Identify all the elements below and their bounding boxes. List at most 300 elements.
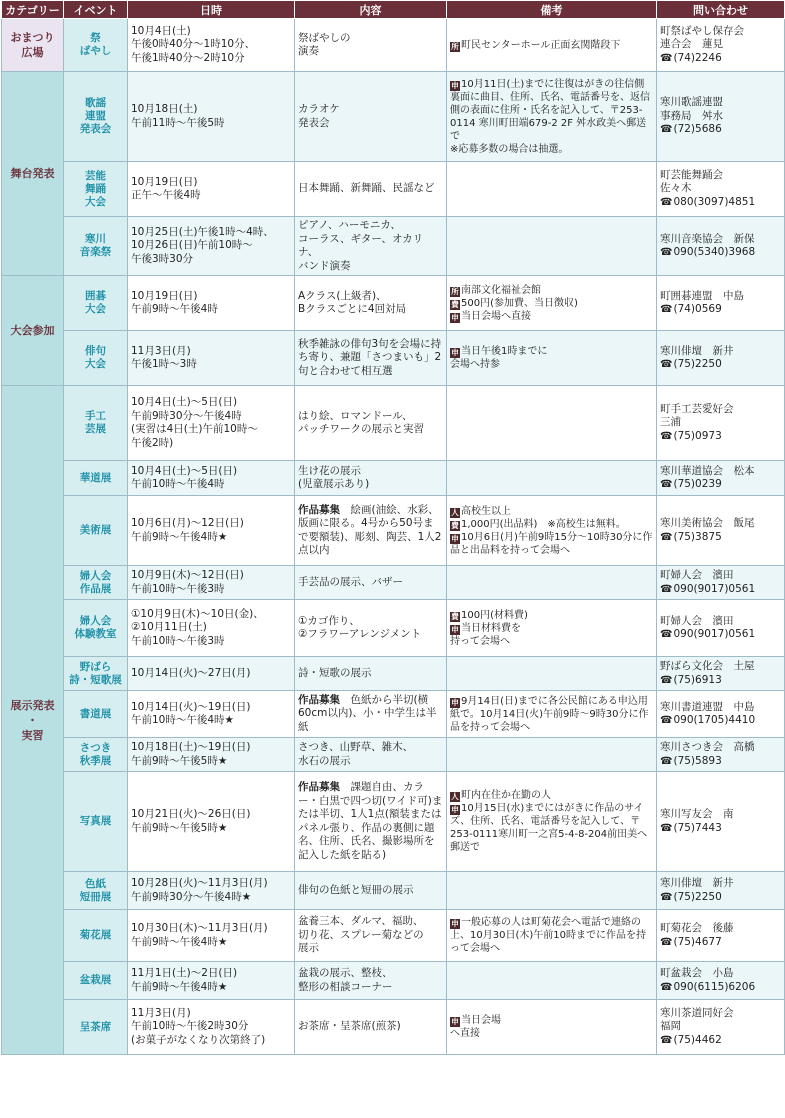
note-badge: 申 xyxy=(451,348,459,357)
event-name-cell xyxy=(64,691,128,738)
content-text: 俳句の色紙と短冊の展示 xyxy=(298,883,414,896)
event-name-cell xyxy=(64,496,128,566)
event-name: 華道展 xyxy=(79,471,112,484)
contact-tel xyxy=(660,430,781,444)
table-row xyxy=(2,691,785,738)
table-row xyxy=(2,566,785,600)
contact-name: 寒川俳壇 新井 xyxy=(660,877,734,889)
phone-icon: ☎ xyxy=(660,981,673,993)
contact-cell xyxy=(657,738,785,772)
content-text: Aクラス(上級者)、 Bクラスごとに4回対局 xyxy=(298,289,407,315)
contact-name: 寒川俳壇 新井 xyxy=(660,344,734,357)
contact-tel xyxy=(660,1034,781,1048)
content-cell xyxy=(295,331,447,386)
notes-cell xyxy=(447,910,657,962)
contact-tel xyxy=(660,583,781,597)
phone-icon: ☎ xyxy=(660,52,673,64)
datetime-text: 10月4日(土) 午後0時40分～1時10分、 午後1時40分～2時10分 xyxy=(131,24,256,64)
content-cell xyxy=(295,217,447,276)
event-name-cell xyxy=(64,910,128,962)
event-name: 菊花展 xyxy=(79,929,112,941)
datetime-text: 11月3日(月) 午後1時～3時 xyxy=(131,344,197,370)
note-badge: 人 xyxy=(451,792,459,801)
datetime-cell xyxy=(128,461,295,496)
note-text: 当日会場 へ直接 xyxy=(450,1015,501,1039)
note-line xyxy=(450,622,653,648)
category-cell xyxy=(2,19,64,72)
contact-tel xyxy=(660,478,781,492)
note-line xyxy=(450,916,653,955)
table-row xyxy=(2,72,785,162)
content-cell xyxy=(295,386,447,461)
contact-name: 寒川書道連盟 中島 xyxy=(660,700,755,713)
note-line xyxy=(450,609,653,622)
contact-tel xyxy=(660,981,781,995)
table-row xyxy=(2,331,785,386)
datetime-text: 10月19日(日) 正午～午後4時 xyxy=(131,175,201,201)
contact-cell xyxy=(657,600,785,657)
table-row xyxy=(2,276,785,331)
phone-icon: ☎ xyxy=(660,196,673,208)
category-cell xyxy=(2,276,64,386)
datetime-text: 10月28日(火)～11月3日(月) 午前9時30分～午後4時★ xyxy=(131,877,268,903)
notes-cell xyxy=(447,600,657,657)
contact-tel xyxy=(660,674,781,688)
contact-name: 町盆栽会 小島 xyxy=(660,967,734,979)
contact-cell xyxy=(657,217,785,276)
datetime-cell xyxy=(128,1000,295,1055)
content-lead: 作品募集 xyxy=(298,693,340,706)
note-text: 高校生以上 xyxy=(461,505,511,517)
datetime-cell xyxy=(128,738,295,772)
datetime-text: 11月3日(月) 午前10時～午後2時30分 (お菓子がなくなり次第終了) xyxy=(131,1006,266,1046)
note-line xyxy=(450,695,653,734)
contact-cell xyxy=(657,872,785,910)
content-text: ピアノ、ハーモニカ、 コーラス、ギター、オカリナ、 バンド演奏 xyxy=(298,219,424,272)
notes-cell xyxy=(447,331,657,386)
contact-cell xyxy=(657,496,785,566)
content-cell xyxy=(295,162,447,217)
event-name-cell xyxy=(64,461,128,496)
notes-cell xyxy=(447,72,657,162)
table-row xyxy=(2,962,785,1000)
note-badge: 申 xyxy=(451,533,459,543)
content-cell xyxy=(295,872,447,910)
contact-tel xyxy=(660,358,781,372)
note-badge: 申 xyxy=(451,805,459,814)
phone-number: (75)6913 xyxy=(673,673,722,686)
category-cell xyxy=(2,72,64,276)
phone-icon: ☎ xyxy=(660,304,673,315)
note-badge: 所 xyxy=(451,286,459,296)
notes-cell xyxy=(447,162,657,217)
event-name-cell xyxy=(64,162,128,217)
event-name: 美術展 xyxy=(79,524,112,536)
phone-icon: ☎ xyxy=(660,629,673,640)
phone-number: (75)2250 xyxy=(673,890,722,903)
contact-tel xyxy=(660,196,781,210)
phone-number: (75)4677 xyxy=(673,935,722,948)
content-text: さつき、山野草、雑木、 水石の展示 xyxy=(298,741,414,767)
content-cell xyxy=(295,600,447,657)
contact-cell xyxy=(657,910,785,962)
contact-cell xyxy=(657,276,785,331)
notes-cell xyxy=(447,217,657,276)
datetime-text: 10月21日(火)～26日(日) 午前9時～午後5時★ xyxy=(131,808,251,834)
table-row xyxy=(2,772,785,872)
note-line xyxy=(450,78,653,156)
note-text: 町民センターホール正面玄関階段下 xyxy=(461,39,621,51)
contact-name: 町囲碁連盟 中島 xyxy=(660,289,744,302)
event-name: 写真展 xyxy=(79,815,112,827)
event-name: 芸能 舞踊 大会 xyxy=(85,169,106,208)
datetime-text: 10月18日(土) 午前11時～午後5時 xyxy=(131,103,225,129)
event-name-cell xyxy=(64,772,128,872)
note-line xyxy=(450,518,653,531)
notes-cell xyxy=(447,691,657,738)
note-text: 100円(材料費) xyxy=(461,609,528,621)
table-row xyxy=(2,910,785,962)
content-text: 絵画(油絵、水彩、版画に限る。4号から50号まで要額装)、彫刻、陶芸、1人2点以内 xyxy=(298,503,442,556)
datetime-text: 10月30日(木)～11月3日(月) 午前9時～午後4時★ xyxy=(131,922,268,948)
content-cell xyxy=(295,72,447,162)
note-badge: 申 xyxy=(451,80,459,90)
table-row xyxy=(2,657,785,691)
datetime-cell xyxy=(128,657,295,691)
content-cell xyxy=(295,772,447,872)
contact-cell xyxy=(657,657,785,691)
header-content: 内容 xyxy=(295,1,447,19)
note-badge: 費 xyxy=(451,611,459,621)
contact-cell xyxy=(657,386,785,461)
note-line xyxy=(450,310,653,323)
phone-icon: ☎ xyxy=(660,715,673,726)
event-name: 俳句 大会 xyxy=(85,345,106,370)
header-notes: 備考 xyxy=(447,1,657,19)
contact-tel xyxy=(660,891,781,905)
event-name: 書道展 xyxy=(79,707,112,720)
notes-cell xyxy=(447,496,657,566)
event-name-cell xyxy=(64,872,128,910)
contact-name: 寒川歌謡連盟 事務局 舛水 xyxy=(660,96,723,122)
datetime-text: 10月18日(土)～19日(日) 午前9時～午後5時★ xyxy=(131,741,251,767)
contact-cell xyxy=(657,772,785,872)
note-text: 500円(参加費、当日徴収) xyxy=(461,297,578,309)
contact-name: 町婦人会 濱田 xyxy=(660,614,734,627)
contact-name: 野ばら文化会 土屋 xyxy=(660,660,755,672)
content-text: はり絵、ロマンドール、 パッチワークの展示と実習 xyxy=(298,409,424,435)
table-row xyxy=(2,19,785,72)
note-line xyxy=(450,1014,653,1040)
phone-icon: ☎ xyxy=(660,430,673,442)
note-line xyxy=(450,789,653,802)
event-name-cell xyxy=(64,72,128,162)
contact-name: 寒川写友会 南 xyxy=(660,808,734,820)
datetime-cell xyxy=(128,600,295,657)
phone-icon: ☎ xyxy=(660,531,673,543)
notes-cell xyxy=(447,386,657,461)
datetime-text: 10月6日(月)～12日(日) 午前9時～午後4時★ xyxy=(131,517,244,543)
notes-cell xyxy=(447,738,657,772)
table-row xyxy=(2,386,785,461)
content-cell xyxy=(295,566,447,600)
notes-cell xyxy=(447,772,657,872)
header-category: カテゴリー xyxy=(2,1,64,19)
event-name: 手工 芸展 xyxy=(85,410,106,435)
notes-cell xyxy=(447,657,657,691)
note-line xyxy=(450,39,653,52)
contact-tel xyxy=(660,531,781,545)
datetime-cell xyxy=(128,331,295,386)
contact-tel xyxy=(660,303,781,317)
contact-tel xyxy=(660,246,781,260)
content-cell xyxy=(295,496,447,566)
contact-name: 寒川美術協会 飯尾 xyxy=(660,517,755,529)
phone-number: (75)5893 xyxy=(673,754,722,767)
phone-number: (75)2250 xyxy=(673,358,722,370)
note-text: 当日午後1時までに 会場へ持参 xyxy=(450,346,548,370)
event-name-cell xyxy=(64,962,128,1000)
event-name: 色紙 短冊展 xyxy=(79,877,112,903)
phone-icon: ☎ xyxy=(660,755,673,767)
content-text: カラオケ 発表会 xyxy=(298,103,340,129)
phone-number: 090(9017)0561 xyxy=(673,582,756,595)
note-badge: 申 xyxy=(451,697,459,707)
content-text: 課題自由、カラー・白黒で四つ切(ワイド可)または半切、1人1点(額装またはパネル張り、作品の裏側に題名、住所、氏名、撮影場所を記入した紙を貼る) xyxy=(298,781,443,861)
note-line xyxy=(450,284,653,297)
header-event: イベント xyxy=(64,1,128,19)
content-cell xyxy=(295,962,447,1000)
datetime-cell xyxy=(128,910,295,962)
contact-cell xyxy=(657,691,785,738)
phone-number: 080(3097)4851 xyxy=(673,195,756,208)
note-text: 当日材料費を 持って会場へ xyxy=(450,622,521,647)
note-line xyxy=(450,297,653,310)
contact-tel xyxy=(660,755,781,769)
datetime-text: 10月14日(火)～27日(月) xyxy=(131,666,251,679)
category-cell xyxy=(2,386,64,1055)
note-badge: 申 xyxy=(451,624,459,634)
table-row xyxy=(2,872,785,910)
event-name: 歌謡 連盟 発表会 xyxy=(79,97,112,135)
contact-cell xyxy=(657,19,785,72)
table-row xyxy=(2,217,785,276)
phone-icon: ☎ xyxy=(660,936,673,948)
event-name: 盆栽展 xyxy=(79,974,112,986)
contact-name: 町祭ばやし保存会 連合会 蓮見 xyxy=(660,24,744,51)
event-name-cell xyxy=(64,566,128,600)
datetime-cell xyxy=(128,19,295,72)
datetime-text: ①10月9日(木)～10日(金)、 ②10月11日(土) 午前10時～午後3時 xyxy=(131,607,264,647)
contact-cell xyxy=(657,162,785,217)
content-text: 祭ばやしの 演奏 xyxy=(298,31,351,57)
contact-name: 寒川さつき会 高橋 xyxy=(660,741,755,753)
phone-icon: ☎ xyxy=(660,479,673,490)
note-text: 9月14日(日)までに各公民館にある申込用紙で。10月14日(火)午前9時～9時30分に作品を持って会場へ xyxy=(450,695,649,733)
note-badge: 費 xyxy=(451,520,459,530)
phone-icon: ☎ xyxy=(660,247,673,258)
contact-cell xyxy=(657,566,785,600)
event-name-cell xyxy=(64,217,128,276)
content-text: ①カゴ作り、 ②フラワーアレンジメント xyxy=(298,614,422,640)
contact-tel xyxy=(660,123,781,137)
phone-icon: ☎ xyxy=(660,359,673,370)
category-label: 大会参加 xyxy=(10,324,55,337)
content-text: 手芸品の展示、バザー xyxy=(298,575,403,588)
note-badge: 申 xyxy=(451,312,459,322)
phone-number: 090(9017)0561 xyxy=(673,628,756,640)
phone-number: (75)0239 xyxy=(673,478,722,490)
event-name-cell xyxy=(64,1000,128,1055)
datetime-text: 10月25日(土)午後1時～4時、 10月26日(日)午前10時～ 午後3時30分 xyxy=(131,225,274,265)
table-row xyxy=(2,600,785,657)
content-text: 盆栽の展示、整枝、 整形の相談コーナー xyxy=(298,967,393,993)
event-name: 婦人会 体験教室 xyxy=(74,615,117,640)
contact-name: 寒川茶道同好会 福岡 xyxy=(660,1006,734,1033)
content-text: 詩・短歌の展示 xyxy=(298,666,372,679)
phone-icon: ☎ xyxy=(660,891,673,903)
event-name-cell xyxy=(64,657,128,691)
note-text: 一般応募の人は町菊花会へ電話で連絡の上、10月30日(木)午前10時までに作品を持って会場へ xyxy=(450,917,646,954)
content-cell xyxy=(295,657,447,691)
datetime-cell xyxy=(128,872,295,910)
contact-cell xyxy=(657,331,785,386)
phone-number: 090(5340)3968 xyxy=(673,246,756,258)
datetime-cell xyxy=(128,276,295,331)
contact-name: 町菊花会 後藤 xyxy=(660,922,734,934)
event-name: 囲碁 大会 xyxy=(85,290,106,315)
table-row xyxy=(2,738,785,772)
notes-cell xyxy=(447,1000,657,1055)
content-cell xyxy=(295,461,447,496)
datetime-cell xyxy=(128,962,295,1000)
contact-cell xyxy=(657,1000,785,1055)
notes-cell xyxy=(447,276,657,331)
contact-name: 寒川音楽協会 新保 xyxy=(660,232,755,245)
note-line xyxy=(450,505,653,518)
note-badge: 所 xyxy=(451,41,459,51)
contact-name: 町手工芸愛好会 三浦 xyxy=(660,402,734,429)
contact-cell xyxy=(657,962,785,1000)
note-line xyxy=(450,802,653,854)
phone-number: 090(6115)6206 xyxy=(673,980,756,993)
table-row xyxy=(2,496,785,566)
note-line xyxy=(450,345,653,371)
datetime-text: 10月4日(土)～5日(日) 午前9時30分～午後4時 (実習は4日(土)午前10時～ 午後2時) xyxy=(131,396,258,449)
contact-cell xyxy=(657,461,785,496)
event-name-cell xyxy=(64,738,128,772)
category-label: 展示発表 ・ 実習 xyxy=(10,698,55,742)
note-text: 1,000円(出品料) ※高校生は無料。 xyxy=(461,518,626,530)
phone-icon: ☎ xyxy=(660,1034,673,1046)
phone-number: (75)7443 xyxy=(673,821,722,834)
phone-icon: ☎ xyxy=(660,583,673,595)
datetime-cell xyxy=(128,691,295,738)
category-label: 舞台発表 xyxy=(10,167,55,180)
contact-name: 町婦人会 濱田 xyxy=(660,569,734,581)
contact-name: 寒川華道協会 松本 xyxy=(660,464,755,477)
content-text: 色紙から半切(横60cm以内)、小・中学生は半紙 xyxy=(298,693,437,733)
datetime-text: 10月19日(日) 午前9時～午後4時 xyxy=(131,289,218,315)
table-row xyxy=(2,162,785,217)
contact-tel xyxy=(660,822,781,836)
contact-tel xyxy=(660,52,781,66)
contact-tel xyxy=(660,936,781,950)
datetime-text: 11月1日(土)～2日(日) 午前9時～午後4時★ xyxy=(131,967,238,993)
datetime-cell xyxy=(128,217,295,276)
event-name: 婦人会 作品展 xyxy=(79,569,112,595)
content-cell xyxy=(295,1000,447,1055)
phone-number: (72)5686 xyxy=(673,123,722,136)
content-lead: 作品募集 xyxy=(298,503,340,516)
content-cell xyxy=(295,276,447,331)
table-row xyxy=(2,1000,785,1055)
event-name-cell xyxy=(64,331,128,386)
note-badge: 申 xyxy=(451,1017,459,1026)
phone-number: (75)0973 xyxy=(673,429,722,442)
notes-cell xyxy=(447,872,657,910)
note-badge: 費 xyxy=(451,299,459,309)
contact-tel xyxy=(660,714,781,728)
phone-number: 090(1705)4410 xyxy=(673,714,756,726)
event-schedule-table xyxy=(1,0,785,1055)
phone-icon: ☎ xyxy=(660,674,673,686)
event-name: 呈茶席 xyxy=(79,1020,112,1033)
notes-cell xyxy=(447,566,657,600)
content-cell xyxy=(295,691,447,738)
notes-cell xyxy=(447,19,657,72)
datetime-cell xyxy=(128,772,295,872)
phone-icon: ☎ xyxy=(660,822,673,834)
note-text: 10月15日(水)までにはがきに作品のサイズ、住所、氏名、電話番号を記入して、〒253-0111寒川町一之宮5-4-8-204前田美へ郵送で xyxy=(450,803,648,853)
category-label: おまつり 広場 xyxy=(10,31,55,59)
content-lead: 作品募集 xyxy=(298,781,340,793)
header-row xyxy=(2,1,785,19)
phone-number: (75)4462 xyxy=(673,1033,722,1046)
phone-number: (75)3875 xyxy=(673,530,722,543)
datetime-cell xyxy=(128,496,295,566)
content-text: お茶席・呈茶席(煎茶) xyxy=(298,1020,401,1033)
phone-icon: ☎ xyxy=(660,124,673,136)
content-cell xyxy=(295,19,447,72)
phone-number: (74)2246 xyxy=(673,51,722,64)
datetime-text: 10月14日(火)～19日(日) 午前10時～午後4時★ xyxy=(131,700,251,726)
event-name-cell xyxy=(64,386,128,461)
note-badge: 申 xyxy=(451,919,459,928)
event-name: さつき 秋季展 xyxy=(79,741,112,767)
note-line xyxy=(450,531,653,557)
table-row xyxy=(2,461,785,496)
content-text: 生け花の展示 (児童展示あり) xyxy=(298,464,370,490)
content-text: 日本舞踊、新舞踊、民謡など xyxy=(298,182,435,195)
datetime-cell xyxy=(128,162,295,217)
content-text: 盆養三本、ダルマ、福助、 切り花、スプレー菊などの 展示 xyxy=(298,915,424,955)
event-name: 野ばら 詩・短歌展 xyxy=(69,660,122,686)
contact-tel xyxy=(660,628,781,642)
header-datetime: 日時 xyxy=(128,1,295,19)
event-name-cell xyxy=(64,600,128,657)
event-name: 祭 ばやし xyxy=(79,32,112,57)
phone-number: (74)0569 xyxy=(673,303,722,315)
content-cell xyxy=(295,738,447,772)
note-text: 10月6日(月)午前9時15分～10時30分に作品と出品料を持って会場へ xyxy=(450,531,653,556)
header-contact: 問い合わせ xyxy=(657,1,785,19)
note-text: 10月11日(土)までに往復はがきの往信側裏面に曲目、住所、氏名、電話番号を、返信側の表面に住所・氏名を記入して、〒253-0114 寒川町田端679-2 2F 舛水政美へ郵送で ※応募多数の場合は抽選。 xyxy=(450,78,650,155)
event-name: 寒川 音楽祭 xyxy=(79,233,112,258)
event-name-cell xyxy=(64,19,128,72)
datetime-text: 10月9日(木)～12日(日) 午前10時～午後3時 xyxy=(131,569,244,595)
content-text: 秋季雑詠の俳句3句を会場に持ち寄り、兼題「さつまいも」2句と合わせて相互選 xyxy=(298,337,442,377)
